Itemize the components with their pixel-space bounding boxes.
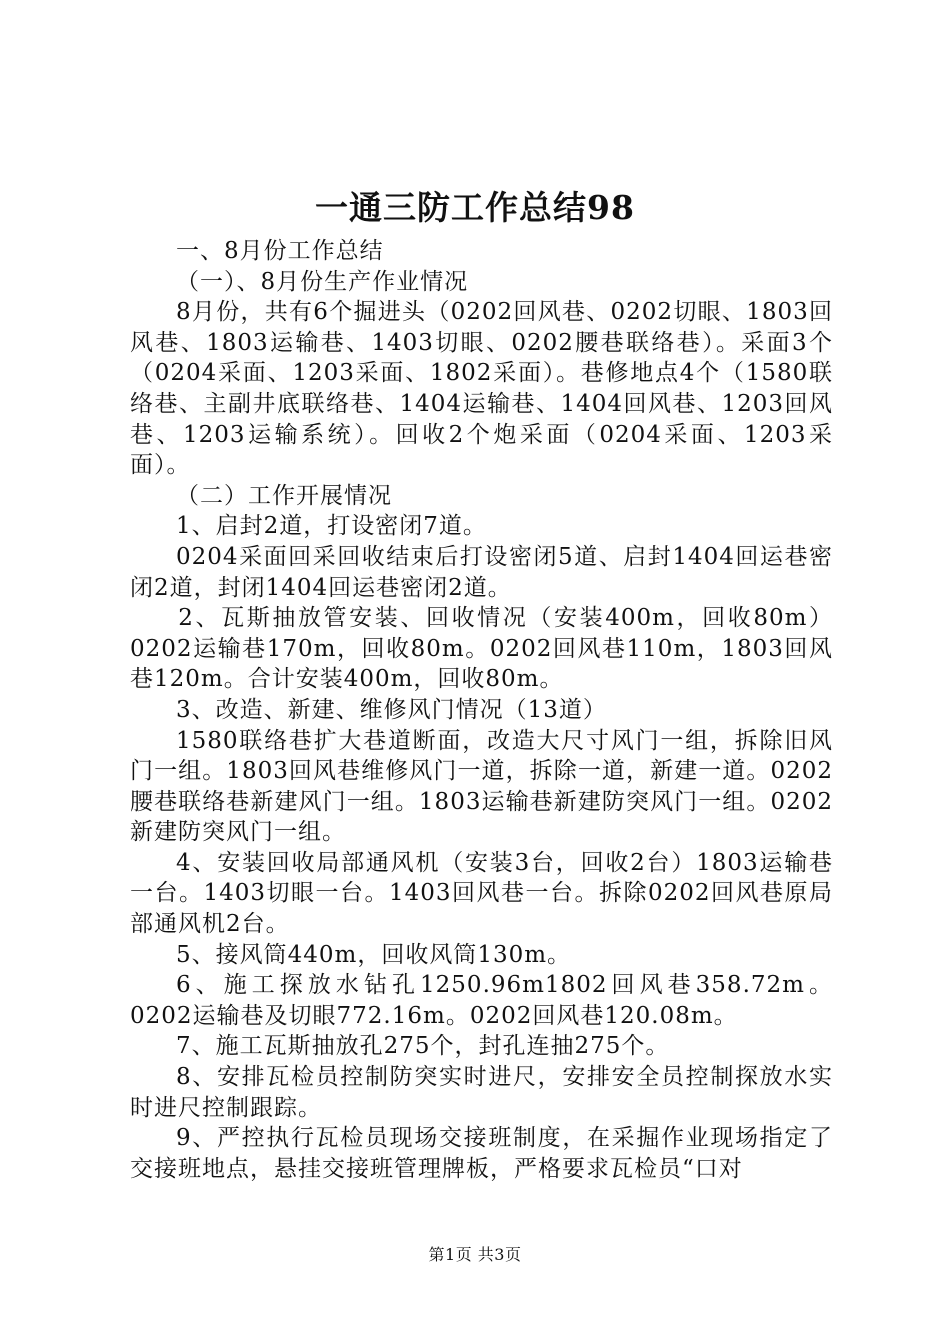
- list-item: 2、瓦斯抽放管安装、回收情况（安装400m，回收80m）0202运输巷170m，回收80m。0202回风巷110m，1803回风巷120m。合计安装400m，回收80m。: [130, 605, 833, 693]
- subsection-heading: （二）工作开展情况: [176, 482, 392, 509]
- page-footer: 第1页 共3页: [428, 1245, 522, 1264]
- document-body: [130, 236, 833, 1184]
- subsection-heading: （一）、8月份生产作业情况: [176, 268, 469, 295]
- document-title: 一通三防工作总结98: [315, 188, 635, 227]
- list-item: 4、安装回收局部通风机（安装3台，回收2台）1803运输巷一台。1403切眼一台。1403回风巷一台。拆除0202回风巷原局部通风机2台。: [130, 849, 833, 938]
- body-paragraph: 0204采面回采回收结束后打设密闭5道、启封1404回运巷密闭2道，封闭1404回运巷密闭2道。: [130, 543, 833, 601]
- list-item: 1、启封2道，打设密闭7道。: [176, 513, 487, 540]
- list-item: 9、严控执行瓦检员现场交接班制度，在采掘作业现场指定了交接班地点，悬挂交接班管理牌板，严格要求瓦检员“口对: [130, 1125, 833, 1182]
- list-item: 3、改造、新建、维修风门情况（13道）: [176, 696, 607, 723]
- body-paragraph: 1580联络巷扩大巷道断面，改造大尺寸风门一组，拆除旧风门一组。1803回风巷维修风门一道，拆除一道，新建一道。0202腰巷联络巷新建风门一组。1803运输巷新建防突风门一组。0202新建防突风门一组。: [130, 727, 833, 846]
- list-item: 5、接风筒440m，回收风筒130m。: [176, 941, 572, 968]
- body-paragraph: 8月份，共有6个掘进头（0202回风巷、0202切眼、1803回风巷、1803运输巷、1403切眼、0202腰巷联络巷）。采面3个（0204采面、1203采面、1802采面）。巷修地点4个（1580联络巷、主副井底联络巷、1404运输巷、1404回风巷、1203回风巷、1203运输系统）。回收2个炮采面（0204采面、1203采面）。: [130, 299, 833, 479]
- list-item: 8、安排瓦检员控制防突实时进尺，安排安全员控制探放水实时进尺控制跟踪。: [130, 1064, 833, 1121]
- list-item: 7、施工瓦斯抽放孔275个，封孔连抽275个。: [176, 1033, 670, 1060]
- section-heading: 一、8月份工作总结: [176, 238, 384, 264]
- list-item: 6、施工探放水钻孔1250.96m1802回风巷358.72m。0202运输巷及切眼772.16m。0202回风巷120.08m。: [130, 972, 833, 1029]
